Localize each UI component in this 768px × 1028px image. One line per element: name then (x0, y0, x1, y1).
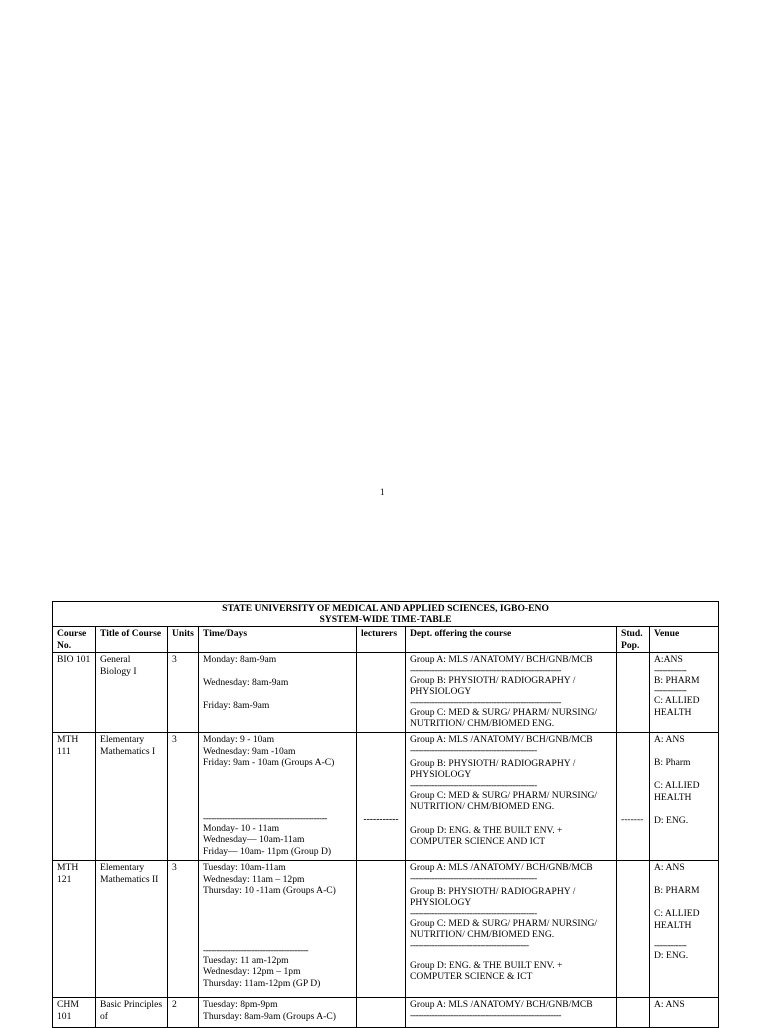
dept-line: Group B: PHYSIOTH/ RADIOGRAPHY / PHYSIOLOGY (410, 757, 576, 780)
venue-line: A:ANS (654, 654, 683, 665)
venue-line: C: ALLIED HEALTH (654, 908, 700, 931)
time-line: Friday: 9am - 10am (Groups A-C) (203, 757, 335, 768)
time-line: Wednesday— 10am-11am (203, 834, 305, 845)
time-line: Thursday: 11am-12pm (GP D) (203, 977, 321, 989)
time-line: Wednesday: 9am -10am (203, 745, 296, 757)
time-line: Monday: 9 - 10am (203, 734, 275, 745)
venue-cell (650, 733, 719, 861)
lecturers-cell (357, 998, 406, 1028)
time-line: Thursday: 10 -11am (Groups A-C) (203, 885, 336, 896)
stud-pop-cell (617, 861, 650, 998)
course-title-cell: Elementary Mathematics I (96, 733, 168, 861)
course-no-cell: CHM 101 (53, 998, 96, 1028)
units-cell: 3 (168, 733, 199, 861)
time-line: Tuesday: 8pm-9pm (203, 999, 278, 1010)
dept-line: Group A: MLS /ANATOMY/ BCH/GNB/MCB (410, 654, 593, 665)
time-line: Monday- 10 - 11am (203, 822, 280, 834)
dept-separator: -------------------------------------------------------- (410, 1010, 561, 1020)
table-row (53, 998, 719, 1028)
stud-pop-cell (617, 653, 650, 733)
lecturers-cell (357, 733, 406, 861)
header-lecturers: lecturers (357, 627, 406, 653)
course-title-cell: General Biology I (96, 653, 168, 733)
time-line: Tuesday: 10am-11am (203, 862, 286, 873)
time-line: Friday— 10am- 11pm (Group D) (203, 845, 332, 857)
dept-line: Group A: MLS /ANATOMY/ BCH/GNB/MCB (410, 862, 593, 873)
venue-line: A: ANS (654, 999, 685, 1010)
dept-separator: ----------------------------------------------- (410, 745, 537, 755)
dept-line: Group A: MLS /ANATOMY/ BCH/GNB/MCB (410, 999, 593, 1010)
table-row (53, 733, 719, 861)
title-line-2: SYSTEM-WIDE TIME-TABLE (319, 614, 452, 625)
course-no-cell: BIO 101 (53, 653, 96, 733)
dept-separator: ----------------------------------------------- (410, 873, 537, 883)
page-number: 1 (380, 487, 385, 497)
dept-separator: -------------------------------------------------------- (410, 697, 561, 707)
time-separator: ---------------------------------------------- (203, 813, 327, 823)
venue-line: B: PHARM (654, 674, 700, 686)
dept-cell (406, 861, 617, 998)
dept-separator: -------------------------------------------- (410, 940, 529, 950)
units-cell: 3 (168, 653, 199, 733)
course-title-cell: Elementary Mathematics II (96, 861, 168, 998)
dept-cell (406, 733, 617, 861)
venue-line: A: ANS (654, 862, 685, 873)
dept-line: Group C: MED & SURG/ PHARM/ NURSING/ NUTRITION/ CHM/BIOMED ENG. (410, 917, 598, 940)
dept-separator: ----------------------------------------------- (410, 908, 537, 918)
venue-line: D: ENG. (654, 950, 689, 961)
time-days-cell (199, 998, 357, 1028)
venue-separator: ------------ (654, 665, 687, 675)
dept-line: Group D: ENG. & THE BUILT ENV. + COMPUTER SCIENCE & ICT (410, 959, 563, 982)
time-line: Thursday: 8am-9am (Groups A-C) (203, 1010, 336, 1022)
title-row (53, 602, 719, 627)
venue-line: D: ENG. (654, 815, 689, 826)
units-cell: 3 (168, 861, 199, 998)
venue-line: B: Pharm (654, 757, 691, 768)
table-title (53, 602, 719, 627)
header-stud-pop: Stud. Pop. (617, 627, 650, 653)
dept-line: Group C: MED & SURG/ PHARM/ NURSING/ NUTRITION/ CHM/BIOMED ENG. (410, 706, 598, 729)
table-row (53, 861, 719, 998)
header-course-no: Course No. (53, 627, 96, 653)
dept-line: Group A: MLS /ANATOMY/ BCH/GNB/MCB (410, 734, 593, 745)
time-separator: --------------------------------------- (203, 945, 309, 955)
units-cell: 2 (168, 998, 199, 1028)
dept-line: Group D: ENG. & THE BUILT ENV. + COMPUTER SCIENCE AND ICT (410, 824, 563, 847)
time-line: Tuesday: 11 am-12pm (203, 954, 289, 966)
stud-pop-cell (617, 733, 650, 861)
stud-pop-separator: ------- (621, 814, 644, 825)
dept-line: Group C: MED & SURG/ PHARM/ NURSING/ NUTRITION/ CHM/BIOMED ENG. (410, 789, 598, 812)
course-title-cell: Basic Principles of (96, 998, 168, 1028)
time-days-cell (199, 653, 357, 733)
time-line: Wednesday: 11am – 12pm (203, 873, 305, 885)
timetable (52, 601, 719, 1028)
header-title: Title of Course (96, 627, 168, 653)
venue-cell (650, 998, 719, 1028)
dept-separator: ----------------------------------------------- (410, 780, 537, 790)
header-row (53, 627, 719, 653)
table-row (53, 653, 719, 733)
venue-line: B: PHARM (654, 885, 700, 896)
course-no-cell: MTH 111 (53, 733, 96, 861)
dept-line: Group B: PHYSIOTH/ RADIOGRAPHY / PHYSIOLOGY (410, 885, 576, 908)
venue-separator: ------------ (654, 941, 687, 950)
lecturers-separator: ----------- (363, 814, 399, 825)
header-units: Units (168, 627, 199, 653)
course-no-cell: MTH 121 (53, 861, 96, 998)
venue-cell (650, 653, 719, 733)
header-time-days: Time/Days (199, 627, 357, 653)
dept-cell (406, 998, 617, 1028)
dept-separator: -------------------------------------------------------- (410, 665, 561, 675)
time-days-cell (199, 861, 357, 998)
venue-separator: ------------ (654, 686, 687, 695)
venue-line: C: ALLIED HEALTH (654, 695, 700, 718)
title-line-1: STATE UNIVERSITY OF MEDICAL AND APPLIED SCIENCES, IGBO-ENO (222, 603, 549, 614)
time-line: Wednesday: 8am-9am (203, 677, 289, 688)
dept-cell (406, 653, 617, 733)
venue-line: A: ANS (654, 734, 685, 745)
time-days-cell (199, 733, 357, 861)
venue-line: C: ALLIED HEALTH (654, 780, 700, 803)
lecturers-cell (357, 861, 406, 998)
stud-pop-cell (617, 998, 650, 1028)
time-line: Friday: 8am-9am (203, 700, 270, 711)
dept-line: Group B: PHYSIOTH/ RADIOGRAPHY / PHYSIOLOGY (410, 674, 576, 697)
time-line: Wednesday: 12pm – 1pm (203, 966, 301, 977)
lecturers-cell (357, 653, 406, 733)
header-dept: Dept. offering the course (406, 627, 617, 653)
time-line: Monday: 8am-9am (203, 654, 277, 665)
header-venue: Venue (650, 627, 719, 653)
venue-cell (650, 861, 719, 998)
